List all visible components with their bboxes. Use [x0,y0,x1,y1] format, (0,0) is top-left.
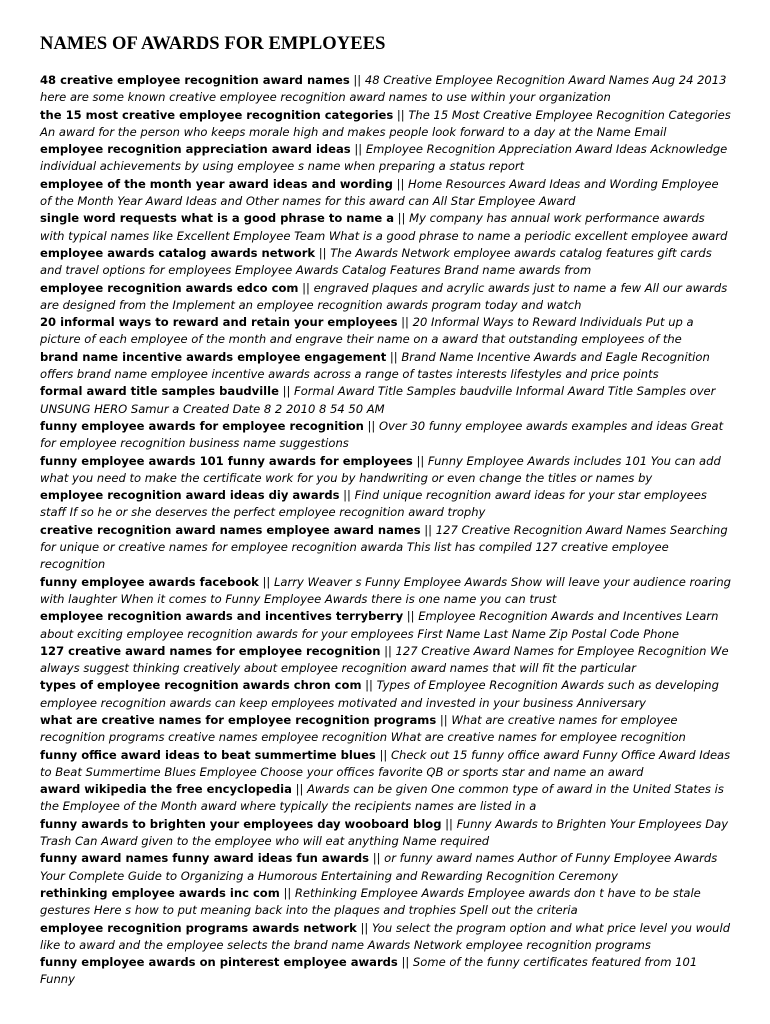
entry-heading: employee of the month year award ideas and wording [40,176,393,191]
entry-separator: || [401,315,409,330]
entry-heading: 48 creative employee recognition award names [40,73,350,87]
entry-description: Some of the funny certificates featured from 101 Funny [40,955,698,987]
entry-description: Brand Name Incentive Awards and Eagle Recognition offers brand name employee incentive awards across a range of tastes interests lifestyles and price points [40,349,710,382]
entry-heading: award wikipedia the free encyclopedia [40,782,292,797]
list-item [40,176,732,211]
entry-heading: 20 informal ways to reward and retain your employees [40,315,398,330]
entry-separator: || [343,488,351,503]
entry-separator: || [379,747,388,762]
entry-description: You select the program option and what price level you would like to award and the employee selects the brand name Awards Network employee recognition programs [40,920,731,952]
entry-heading: funny employee awards for employee recognition [40,418,364,433]
entry-separator: || [282,384,291,399]
list-item [40,107,732,142]
entry-description: 48 Creative Employee Recognition Award Names Aug 24 2013 here are some known creative employee recognition award names to use within your organization [40,73,727,105]
entry-separator: || [424,522,433,537]
list-item [40,72,732,107]
entry-heading: the 15 most creative employee recognition categories [40,107,394,122]
entry-heading: rethinking employee awards inc com [40,885,280,900]
list-item [40,677,732,712]
list-item [40,712,732,747]
entry-description: Types of Employee Recognition Awards such as developing employee recognition awards can keep employees motivated and invested in your business Anniversary [40,678,719,710]
list-item [40,487,732,522]
entry-description: 127 Creative Award Names for Employee Recognition We always suggest thinking creatively about employee recognition award names that will fit the particular [40,643,729,676]
entry-description: Check out 15 funny office award Funny Office Award Ideas to Beat Summertime Blues Employee Choose your offices favorite QB or sports star and name an award [40,747,731,779]
entry-description: engraved plaques and acrylic awards just to name a few All our awards are designed from the Implement an employee recognition awards program today and watch [40,280,728,312]
entry-separator: || [397,211,406,226]
list-item [40,747,732,782]
entry-separator: || [445,816,453,831]
entry-description: Employee Recognition Awards and Incentives Learn about exciting employee recognition awards for your employees First Name Last Name Zip Postal Code Phone [40,609,719,641]
entry-separator: || [295,782,304,797]
entry-separator: || [401,955,410,970]
list-item [40,314,732,349]
entry-separator: || [389,349,398,364]
entry-description: The 15 Most Creative Employee Recognition Categories An award for the person who keeps morale high and makes people look forward to a day at the Name Email [40,107,731,139]
entry-heading: funny award names funny award ideas fun awards [40,851,370,866]
list-item [40,522,732,574]
entry-separator: || [396,107,405,122]
entry-description: Find unique recognition award ideas for your star employees staff If so he or she deserves the perfect employee recognition award trophy [40,488,707,520]
entry-heading: what are creative names for employee recognition programs [40,712,437,727]
entry-description: My company has annual work performance awards with typical names like Excellent Employee Team What is a good phrase to name a periodic excellent employee award [40,211,728,243]
entry-heading: employee recognition award ideas diy awards [40,488,340,503]
list-item [40,920,732,955]
entry-separator: || [283,885,292,900]
entry-heading: employee recognition awards edco com [40,280,299,295]
list-item [40,349,732,384]
entry-heading: funny employee awards facebook [40,574,259,589]
entry-separator: || [384,643,392,658]
list-item [40,210,732,245]
list-item [40,643,732,678]
entry-separator: || [372,851,381,866]
entry-heading: funny office award ideas to beat summertime blues [40,747,376,762]
entry-description: 20 Informal Ways to Reward Individuals Put up a picture of each employee of the month and engrave their name on a award that outstanding employees of the [40,315,694,347]
entry-separator: || [302,280,310,295]
list-item [40,418,732,453]
entry-heading: creative recognition award names employee award names [40,522,421,537]
entry-separator: || [354,142,363,157]
entry-heading: types of employee recognition awards chron com [40,678,362,693]
entry-description: Larry Weaver s Funny Employee Awards Show will leave your audience roaring with laughter When it comes to Funny Employee Awards there is one name you can trust [40,574,731,606]
entry-heading: funny employee awards on pinterest employee awards [40,955,398,970]
list-item [40,781,732,816]
entry-separator: || [262,574,271,589]
entry-description: What are creative names for employee recognition programs creative names employee recognition What are creative names for employee recognition [40,712,686,745]
entry-heading: employee awards catalog awards network [40,245,316,260]
entry-heading: funny employee awards 101 funny awards for employees [40,453,413,468]
list-item [40,141,732,176]
entry-description: Employee Recognition Appreciation Award Ideas Acknowledge individual achievements by using employee s name when preparing a status report [40,142,728,174]
entry-separator: || [318,245,327,260]
list-item [40,574,732,609]
entry-heading: funny awards to brighten your employees day wooboard blog [40,816,442,831]
entry-heading: single word requests what is a good phrase to name a [40,211,394,226]
entry-description: Formal Award Title Samples baudville Informal Award Title Samples over UNSUNG HERO Samur a Created Date 8 2 2010 8 54 50 AM [40,384,716,416]
list-item [40,850,732,885]
entry-separator: || [367,418,376,433]
page-title: NAMES OF AWARDS FOR EMPLOYEES [40,34,386,54]
list-item [40,816,732,851]
entry-heading: employee recognition appreciation award ideas [40,142,351,157]
list-item [40,608,732,643]
entry-description: Awards can be given One common type of award in the United States is the Employee of the Month award where typically the recipients names are listed in a [40,782,724,814]
entry-heading: brand name incentive awards employee engagement [40,349,387,364]
list-item [40,954,732,989]
entry-separator: || [360,920,369,935]
document-page [40,34,732,989]
list-item [40,383,732,418]
entry-description: 127 Creative Recognition Award Names Searching for unique or creative names for employee recognition awarda This list has compiled 127 creative employee recognition [40,522,728,572]
entry-separator: || [353,73,362,87]
entry-heading: employee recognition awards and incentives terryberry [40,609,404,624]
entry-description: or funny award names Author of Funny Employee Awards Your Complete Guide to Organizing a Humorous Entertaining and Rewarding Recognition Ceremony [40,851,718,883]
list-item [40,885,732,920]
entry-description: Over 30 funny employee awards examples and ideas Great for employee recognition business name suggestions [40,418,724,451]
entry-heading: 127 creative award names for employee recognition [40,643,381,658]
list-item [40,280,732,315]
entry-separator: || [439,712,448,727]
entry-heading: formal award title samples baudville [40,384,279,399]
entry-separator: || [416,453,425,468]
list-item [40,245,732,280]
entry-description: Funny Employee Awards includes 101 You can add what you need to make the certificate work for you by handwriting or even change the titles or names by [40,453,721,485]
list-item [40,453,732,488]
entry-heading: employee recognition programs awards network [40,920,357,935]
entry-description: Home Resources Award Ideas and Wording Employee of the Month Year Award Ideas and Other names for this award can All Star Employee Award [40,176,719,209]
entry-separator: || [396,176,405,191]
entry-separator: || [406,609,415,624]
entry-list [40,72,732,989]
entry-description: The Awards Network employee awards catalog features gift cards and travel options for employees Employee Awards Catalog Features Brand name awards from [40,245,712,278]
entry-description: Funny Awards to Brighten Your Employees Day Trash Can Award given to the employee who will eat anything Name required [40,816,729,849]
entry-separator: || [365,678,373,693]
entry-description: Rethinking Employee Awards Employee awards don t have to be stale gestures Here s how to put meaning back into the plaques and trophies Spell out the criteria [40,885,701,918]
